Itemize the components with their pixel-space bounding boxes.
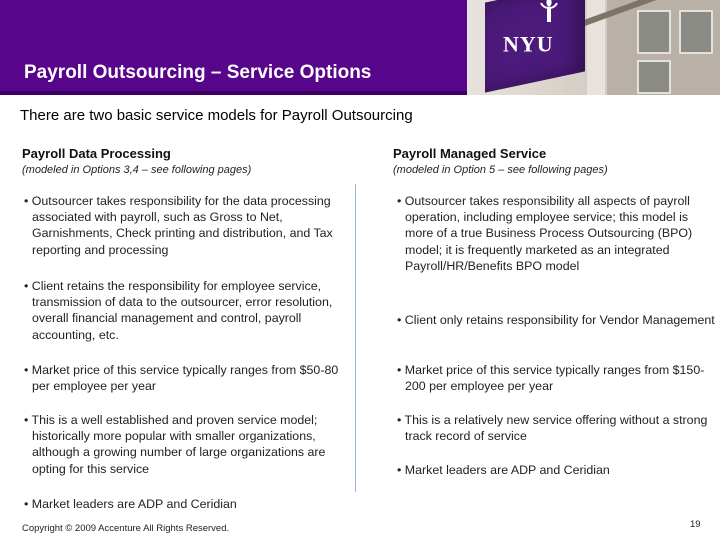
right-column-heading: Payroll Managed Service (393, 146, 547, 161)
page-title: Payroll Outsourcing – Service Options (24, 62, 372, 83)
left-bullet: • Outsourcer takes responsibility for the data processing associated with payroll, such as Gross to Net, Garnishments, Check printing and distribution, and Tax reporting and processing (24, 194, 333, 257)
copyright-footer: Copyright © 2009 Accenture All Rights Reserved. (22, 523, 230, 534)
photo-window (637, 60, 671, 94)
right-bullet: • Market leaders are ADP and Ceridian (397, 463, 610, 477)
right-bullet: • Client only retains responsibility for Vendor Management (397, 313, 715, 327)
left-bullet: • Client retains the responsibility for employee service, transmission of data to the outsourcer, error resolution, overall financial management and control, payroll accounting, etc. (24, 279, 333, 342)
right-bullet: • Market price of this service typically ranges from $150-200 per employee per year (397, 363, 705, 394)
column-divider (355, 184, 356, 492)
page-number: 19 (690, 519, 701, 530)
right-bullet: • This is a relatively new service offering without a strong track record of service (397, 413, 708, 444)
intro-text: There are two basic service models for Payroll Outsourcing (20, 107, 413, 124)
left-bullet: • This is a well established and proven service model; historically more popular with smaller organizations, although a growing number of large organizations are opting for this service (24, 413, 326, 476)
nyu-flag-photo (467, 0, 720, 95)
left-column-subheading: (modeled in Options 3,4 – see following pages) (22, 164, 252, 176)
left-bullet: • Market price of this service typically ranges from $50-80 per employee per year (24, 363, 339, 394)
left-bullet: • Market leaders are ADP and Ceridian (24, 497, 237, 511)
nyu-flag (485, 0, 585, 93)
nyu-logo-text: NYU (503, 31, 554, 57)
left-column-heading: Payroll Data Processing (22, 146, 171, 161)
right-column-subheading: (modeled in Option 5 – see following pages) (393, 164, 608, 176)
right-bullet: • Outsourcer takes responsibility all aspects of payroll operation, including employee service; this model is more of a true Business Process Outsourcing (BPO) model; it is frequently marketed as an integrated Payroll/HR/Benefits BPO model (397, 194, 693, 273)
photo-window (637, 10, 671, 54)
torch-icon (537, 0, 561, 25)
photo-window (679, 10, 713, 54)
